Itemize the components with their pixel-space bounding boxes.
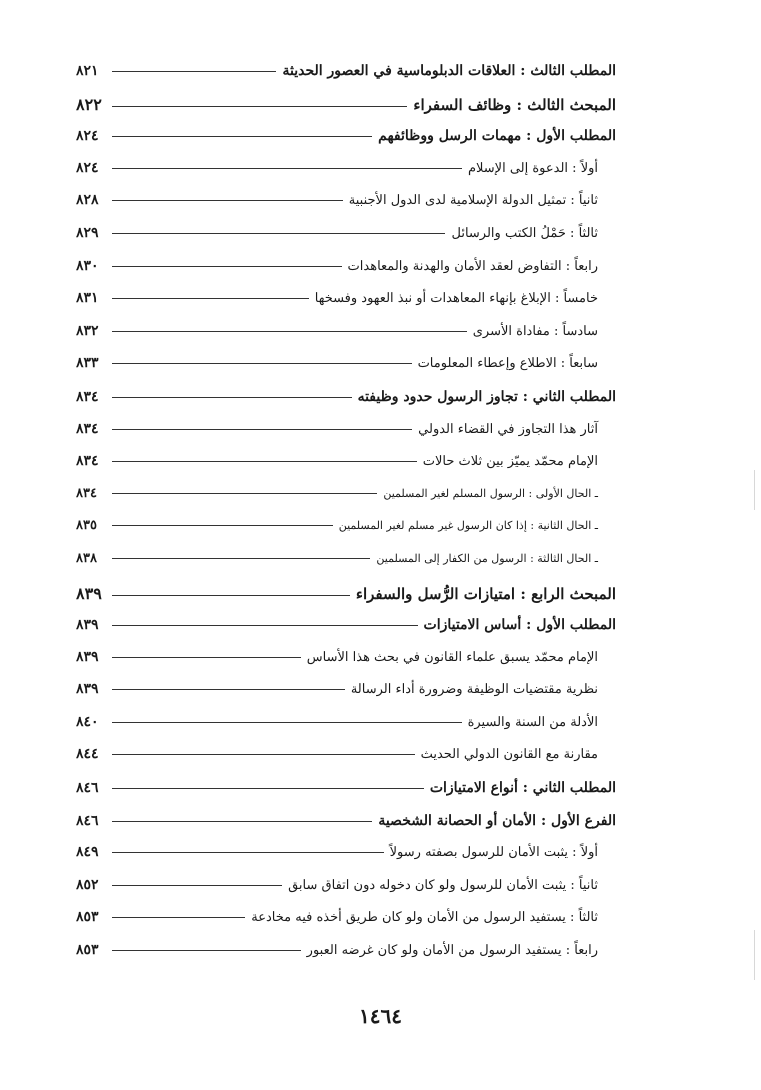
toc-entry-page: ٨٥٢ xyxy=(76,876,99,893)
toc-entry-title: رابعاً : التفاوض لعقد الأمان والهدنة والمعاهدات xyxy=(347,258,598,274)
toc-entry-title: الإمام محمّد يسبق علماء القانون في بحث هذا الأساس xyxy=(306,649,598,665)
toc-leader-line xyxy=(112,331,467,332)
toc-entry-title: ـ الحال الثانية : إذا كان الرسول غير مسلم لغير المسلمين xyxy=(338,519,598,533)
toc-leader-line xyxy=(112,168,462,169)
toc-entry xyxy=(76,645,616,678)
toc-entry-title: آثار هذا التجاوز في القضاء الدولي xyxy=(418,421,598,437)
toc-entry-page: ٨٣٩ xyxy=(76,681,99,698)
toc-leader-line xyxy=(112,722,462,723)
toc-entry xyxy=(76,710,616,743)
toc-entry-title: المطلب الثالث : العلاقات الدبلوماسية في العصور الحديثة xyxy=(282,63,616,79)
page-number: ١٤٦٤ xyxy=(359,1004,402,1028)
toc-entry-title: سابعاً : الاطلاع وإعطاء المعلومات xyxy=(417,356,598,372)
toc-leader-line xyxy=(112,788,424,789)
toc-entry xyxy=(76,808,616,841)
toc-entry xyxy=(76,482,616,515)
toc-leader-line xyxy=(112,429,412,430)
toc-entry xyxy=(76,547,616,580)
toc-entry-page: ٨٣٢ xyxy=(76,322,99,339)
toc-leader-line xyxy=(112,821,372,822)
toc-entry-page: ٨٤٤ xyxy=(76,746,99,763)
toc-entry-title: ثانياً : تمثيل الدولة الإسلامية لدى الدول الأجنبية xyxy=(348,193,598,209)
toc-entry-page: ٨٤٦ xyxy=(76,780,99,797)
toc-entry-title: الإمام محمّد يميّز بين ثلاث حالات xyxy=(422,454,598,470)
toc-entry xyxy=(76,938,616,971)
toc-entry xyxy=(76,775,616,808)
toc-leader-line xyxy=(112,852,384,853)
toc-entry-page: ٨٣٤ xyxy=(76,485,97,501)
toc-entry-page: ٨٢٢ xyxy=(76,94,102,114)
toc-entry-page: ٨٤٦ xyxy=(76,812,99,829)
toc-entry-page: ٨٣٩ xyxy=(76,583,102,603)
toc-leader-line xyxy=(112,689,345,690)
toc-entry xyxy=(76,221,616,254)
page-edge-mark xyxy=(754,930,755,980)
toc-entry-page: ٨٣٥ xyxy=(76,518,97,534)
toc-entry-page: ٨٢٩ xyxy=(76,224,99,241)
toc-entry-title: ـ الحال الأولى : الرسول المسلم لغير المسلمين xyxy=(383,486,598,500)
toc-entry xyxy=(76,319,616,352)
toc-entry xyxy=(76,351,616,384)
toc-leader-line xyxy=(112,595,350,596)
toc-leader-line xyxy=(112,461,417,462)
toc-entry xyxy=(76,58,616,91)
toc-entry xyxy=(76,905,616,938)
toc-entry-page: ٨٣٩ xyxy=(76,648,99,665)
toc-leader-line xyxy=(112,558,370,559)
toc-entry-page: ٨٣٨ xyxy=(76,550,97,566)
page-edge-mark xyxy=(754,470,755,510)
toc-leader-line xyxy=(112,200,343,201)
toc-entry-title: رابعاً : يستفيد الرسول من الأمان ولو كان غرضه العبور xyxy=(306,943,598,959)
toc-entry xyxy=(76,840,616,873)
toc-leader-line xyxy=(112,493,377,494)
table-of-contents xyxy=(76,58,616,971)
toc-leader-line xyxy=(112,657,301,658)
toc-leader-line xyxy=(112,266,342,267)
toc-entry-title: ثالثاً : يستفيد الرسول من الأمان ولو كان طريق أخذه فيه مخادعة xyxy=(251,910,598,926)
toc-entry-page: ٨٢٨ xyxy=(76,192,99,209)
toc-entry xyxy=(76,449,616,482)
toc-leader-line xyxy=(112,363,412,364)
toc-leader-line xyxy=(112,298,309,299)
toc-entry xyxy=(76,873,616,906)
toc-leader-line xyxy=(112,71,276,72)
toc-entry-page: ٨٣٤ xyxy=(76,420,99,437)
toc-entry-page: ٨٢٤ xyxy=(76,128,99,145)
toc-entry-page: ٨٣٣ xyxy=(76,355,99,372)
toc-entry xyxy=(76,156,616,189)
toc-entry-title: سادساً : مفاداة الأسرى xyxy=(472,323,598,339)
toc-entry-title: المطلب الأول : مهمات الرسل ووظائفهم xyxy=(378,128,616,145)
toc-entry-title: المطلب الأول : أساس الامتيازات xyxy=(423,617,616,634)
toc-entry-page: ٨٢٤ xyxy=(76,159,99,176)
toc-entry-title: أولاً : الدعوة إلى الإسلام xyxy=(467,160,598,176)
toc-leader-line xyxy=(112,950,301,951)
toc-entry xyxy=(76,91,616,124)
toc-entry-title: خامساً : الإبلاغ بإنهاء المعاهدات أو نبذ العهود وفسخها xyxy=(314,291,598,307)
toc-entry-title: الأدلة من السنة والسيرة xyxy=(467,714,598,730)
toc-entry-title: أولاً : يثبت الأمان للرسول بصفته رسولاً xyxy=(389,845,598,861)
toc-entry xyxy=(76,254,616,287)
toc-entry-page: ٨٣٤ xyxy=(76,453,99,470)
toc-leader-line xyxy=(112,625,418,626)
toc-leader-line xyxy=(112,106,407,107)
toc-entry xyxy=(76,188,616,221)
toc-entry-title: المبحث الرابع : امتيازات الرُّسل والسفراء xyxy=(355,584,616,603)
toc-entry xyxy=(76,286,616,319)
toc-entry xyxy=(76,612,616,645)
toc-entry-page: ٨٣١ xyxy=(76,290,99,307)
toc-entry-page: ٨٤٩ xyxy=(76,844,99,861)
toc-leader-line xyxy=(112,525,333,526)
toc-leader-line xyxy=(112,917,245,918)
toc-entry-title: المبحث الثالث : وظائف السفراء xyxy=(413,95,616,114)
toc-entry xyxy=(76,514,616,547)
toc-entry-title: الفرع الأول : الأمان أو الحصانة الشخصية xyxy=(378,812,616,829)
toc-leader-line xyxy=(112,397,352,398)
toc-leader-line xyxy=(112,233,445,234)
toc-entry-page: ٨٣٩ xyxy=(76,617,99,634)
toc-entry xyxy=(76,677,616,710)
toc-entry-title: المطلب الثاني : تجاوز الرسول حدود وظيفته xyxy=(357,388,616,405)
toc-entry xyxy=(76,580,616,613)
toc-entry-page: ٨٣٤ xyxy=(76,388,99,405)
toc-leader-line xyxy=(112,885,282,886)
toc-entry-page: ٨٥٣ xyxy=(76,909,99,926)
toc-entry xyxy=(76,123,616,156)
toc-entry-page: ٨٢١ xyxy=(76,63,99,79)
toc-entry-title: ثانياً : يثبت الأمان للرسول ولو كان دخوله دون اتفاق سابق xyxy=(288,877,598,893)
toc-entry-title: ثالثاً : حَمْلُ الكتب والرسائل xyxy=(451,225,598,241)
toc-entry xyxy=(76,384,616,417)
toc-entry-title: ـ الحال الثالثة : الرسول من الكفار إلى المسلمين xyxy=(376,551,598,565)
toc-entry-page: ٨٥٣ xyxy=(76,942,99,959)
toc-entry xyxy=(76,742,616,775)
toc-leader-line xyxy=(112,136,372,137)
toc-entry-title: المطلب الثاني : أنواع الامتيازات xyxy=(429,780,616,797)
toc-entry-title: مقارنة مع القانون الدولي الحديث xyxy=(420,747,598,763)
toc-entry-page: ٨٤٠ xyxy=(76,713,99,730)
toc-entry xyxy=(76,417,616,450)
toc-leader-line xyxy=(112,754,415,755)
toc-entry-title: نظرية مقتضيات الوظيفة وضرورة أداء الرسالة xyxy=(350,682,598,698)
toc-entry-page: ٨٣٠ xyxy=(76,257,99,274)
